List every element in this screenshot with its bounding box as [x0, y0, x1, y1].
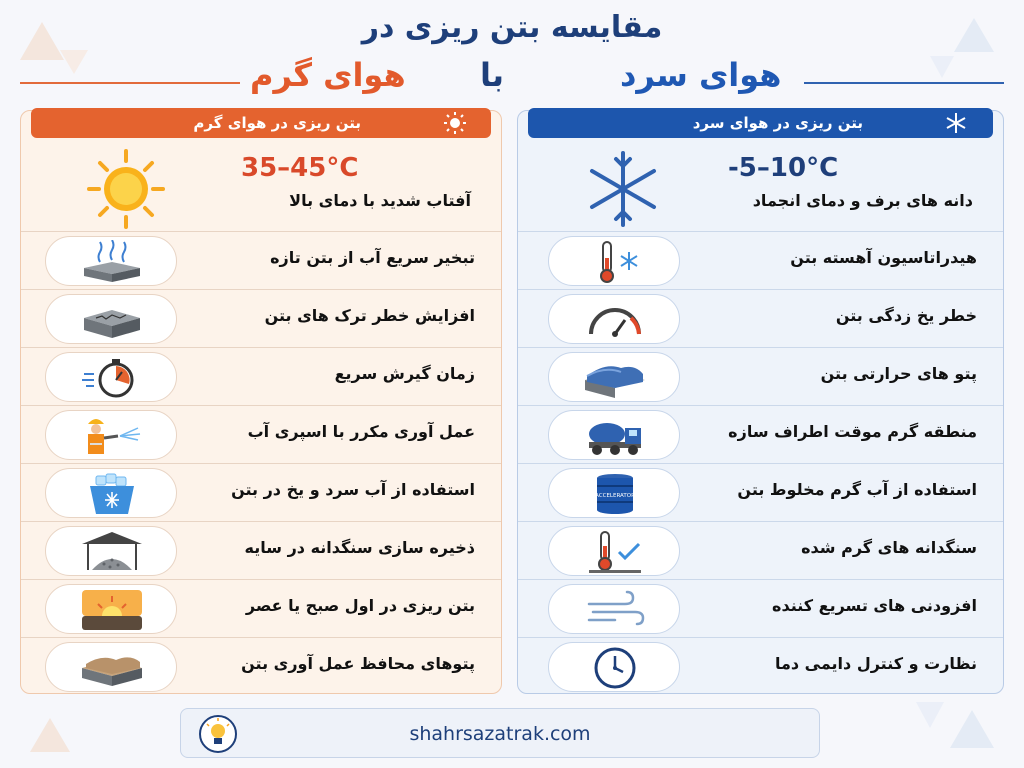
page-title: مقایسه بتن ریزی در: [361, 10, 663, 45]
list-item: [518, 463, 1003, 521]
list-item-label: هیدراتاسیون آهسته بتن: [790, 248, 977, 267]
list-item-label: تبخیر سریع آب از بتن تازه: [270, 248, 475, 267]
title-divider-left: [20, 82, 240, 84]
list-item-label: افزودنی های تسریع کننده: [772, 596, 977, 615]
title-hot-weather: هوای گرم: [250, 56, 406, 94]
list-item: [21, 579, 501, 637]
thermometer-snow-icon: [548, 236, 680, 286]
list-item-label: خطر یخ زدگی بتن: [835, 306, 977, 325]
cold-hero-description: دانه های برف و دمای انجماد: [752, 191, 973, 210]
sun-icon: [443, 111, 467, 135]
list-item-label: پتو های حرارتی بتن: [820, 364, 977, 383]
list-item: [518, 405, 1003, 463]
hot-weather-panel: [20, 110, 502, 694]
list-item-label: پتوهای محافظ عمل آوری بتن: [241, 654, 475, 673]
hot-hero-description: آفتاب شدید با دمای بالا: [289, 191, 471, 210]
list-item: [21, 463, 501, 521]
sun-icon: [81, 149, 171, 229]
list-item: [518, 231, 1003, 289]
list-item-label: ذخیره سازی سنگدانه در سایه: [244, 538, 475, 557]
stopwatch-icon: [45, 352, 177, 402]
worker-spray-icon: [45, 410, 177, 460]
list-item-label: استفاده از آب گرم مخلوط بتن: [737, 480, 977, 499]
list-item-label: زمان گیرش سریع: [334, 364, 475, 383]
title-subline: [0, 56, 1024, 106]
list-item: [518, 579, 1003, 637]
cold-temperature: -5–10°C: [728, 153, 839, 183]
title-with: با: [480, 56, 505, 94]
list-item-label: بتن ریزی در اول صبح یا عصر: [245, 596, 475, 615]
hot-temperature: 35–45°C: [241, 153, 359, 183]
accelerator-barrel-icon: [548, 468, 680, 518]
wind-icon: [548, 584, 680, 634]
decor-triangle: [916, 702, 944, 728]
burlap-blanket-icon: [45, 642, 177, 692]
list-item: [21, 405, 501, 463]
list-item-label: سنگدانه های گرم شده: [801, 538, 977, 557]
list-item: [518, 521, 1003, 579]
title-divider-right: [804, 82, 1004, 84]
list-item: [518, 347, 1003, 405]
snowflake-icon: [578, 149, 668, 229]
list-item: [21, 289, 501, 347]
sunrise-icon: [45, 584, 177, 634]
hot-panel-header: [31, 108, 491, 138]
shade-aggregate-icon: [45, 526, 177, 576]
list-item: [21, 231, 501, 289]
list-item: [518, 289, 1003, 347]
cold-hero: [518, 147, 1003, 227]
ice-bucket-icon: [45, 468, 177, 518]
gauge-icon: [548, 294, 680, 344]
clock-icon: [548, 642, 680, 692]
list-item-label: افزایش خطر ترک های بتن: [264, 306, 475, 325]
footer: [180, 708, 820, 758]
decor-triangle: [30, 718, 70, 752]
hot-hero: [21, 147, 501, 227]
title-cold-weather: هوای سرد: [620, 56, 782, 94]
thermal-blanket-icon: [548, 352, 680, 402]
list-item-label: استفاده از آب سرد و یخ در بتن: [231, 480, 475, 499]
list-item: [21, 637, 501, 695]
decor-triangle: [950, 710, 994, 748]
list-item: [518, 637, 1003, 695]
cold-weather-panel: [517, 110, 1004, 694]
hot-panel-header-label: بتن ریزی در هوای گرم: [193, 114, 361, 132]
snowflake-icon: [944, 111, 968, 135]
cold-panel-header-label: بتن ریزی در هوای سرد: [692, 114, 863, 132]
barrel-label: ACCELERATOR: [595, 493, 635, 499]
thermometer-check-icon: [548, 526, 680, 576]
cold-panel-header: [528, 108, 993, 138]
mixer-truck-icon: [548, 410, 680, 460]
list-item-label: نظارت و کنترل دایمی دما: [774, 654, 977, 673]
list-item: [21, 521, 501, 579]
list-item-label: منطقه گرم موقت اطراف سازه: [728, 422, 977, 441]
list-item-label: عمل آوری مکرر با اسپری آب: [247, 422, 475, 441]
cracked-slab-icon: [45, 294, 177, 344]
evaporation-icon: [45, 236, 177, 286]
list-item: [21, 347, 501, 405]
website-link[interactable]: shahrsazatrak.com: [409, 723, 591, 745]
